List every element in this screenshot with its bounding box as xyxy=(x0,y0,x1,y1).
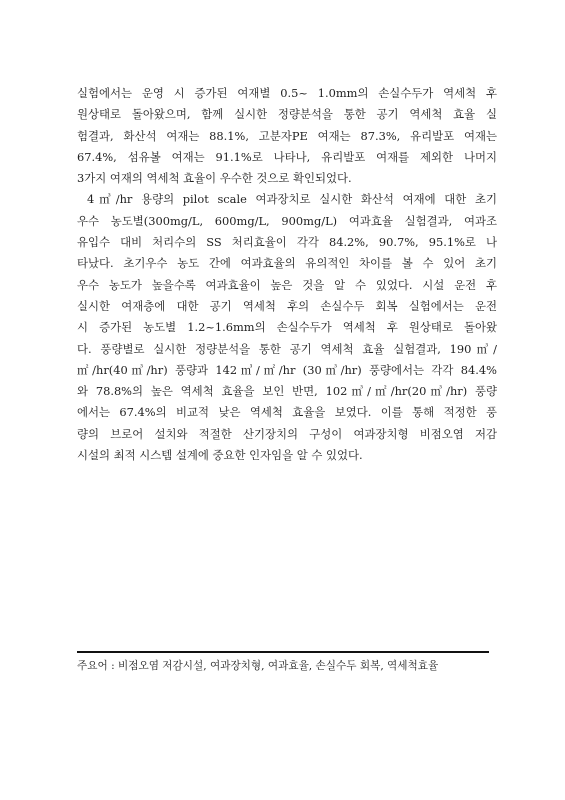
abstract-line: 67.4%, 섬유볼 여재는 91.1%로 나타나, 유리발포 여재를 제외한 나머지 xyxy=(77,149,497,164)
abstract-line: 에서는 67.4%의 비교적 낮은 역세척 효율을 보였다. 이를 통해 적정한 풍 xyxy=(77,405,497,420)
abstract-line: 원상태로 돌아왔으며, 함께 실시한 정량분석을 통한 공기 역세척 효율 실 xyxy=(77,107,497,122)
abstract-line: 우수 농도별(300mg/L, 600mg/L, 900mg/L) 여과효율 실험결과, 여과조 xyxy=(77,213,497,228)
abstract-line: 4㎥/hr 용량의 pilot scale 여과장치로 실시한 화산석 여재에 대한 초기 xyxy=(87,192,497,207)
keywords-line: 주요어 : 비점오염 저감시설, 여과장치형, 여과효율, 손실수두 회복, 역세척효율 xyxy=(77,660,439,672)
abstract-line: 험결과, 화산석 여재는 88.1%, 고분자PE 여재는 87.3%, 유리발포 여재는 xyxy=(77,128,497,143)
abstract-line: ㎡/hr(40㎥/hr) 풍량과 142㎥/㎡/hr (30㎥/hr) 풍량에서는 각각 84.4% xyxy=(77,362,497,377)
abstract-line: 타났다. 초기우수 농도 간에 여과효율의 유의적인 차이를 볼 수 있어 초기 xyxy=(77,256,497,271)
abstract-line: 다. 풍량별로 실시한 정량분석을 통한 공기 역세척 효율 실험결과, 190㎥/ xyxy=(77,341,497,356)
keywords-divider xyxy=(77,651,489,653)
abstract-body xyxy=(77,83,497,466)
abstract-line: 와 78.8%의 높은 역세척 효율을 보인 반면, 102㎥/㎡/hr(20㎥/hr) 풍량 xyxy=(77,384,497,399)
abstract-line: 실험에서는 운영 시 증가된 여재별 0.5~ 1.0mm의 손실수두가 역세척 후 xyxy=(77,86,497,100)
abstract-line: 시설의 최적 시스템 설계에 중요한 인자임을 알 수 있었다. xyxy=(77,448,363,463)
abstract-line: 시 증가된 농도별 1.2~1.6mm의 손실수두가 역세척 후 원상태로 돌아왔 xyxy=(77,320,497,335)
abstract-line: 유입수 대비 처리수의 SS 처리효율이 각각 84.2%, 90.7%, 95.1%로 나 xyxy=(77,235,497,250)
abstract-line: 실시한 여재층에 대한 공기 역세척 후의 손실수두 회복 실험에서는 운전 xyxy=(77,298,497,313)
abstract-line: 량의 브로어 설치와 적절한 산기장치의 구성이 여과장치형 비점오염 저감 xyxy=(77,426,497,441)
abstract-line: 우수 농도가 높을수록 여과효율이 높은 것을 알 수 있었다. 시설 운전 후 xyxy=(77,277,497,292)
abstract-line: 3가지 여재의 역세척 효율이 우수한 것으로 확인되었다. xyxy=(77,171,352,186)
